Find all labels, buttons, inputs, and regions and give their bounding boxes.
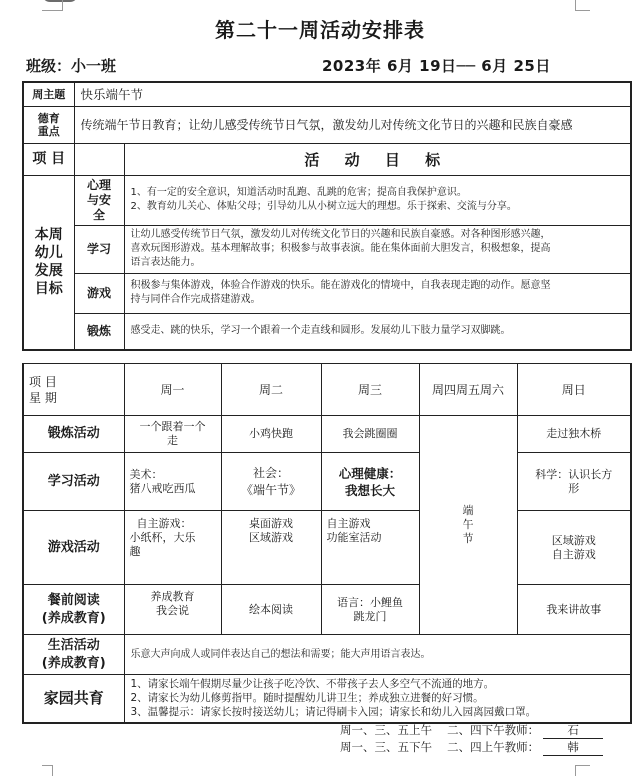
crop-mark-bottom-right	[575, 765, 590, 776]
goals-header-row	[23, 143, 631, 175]
row-label-game: 游戏活动	[23, 511, 124, 585]
schedule-corner-label: 项 目 星 期	[23, 364, 124, 416]
goal-text-psychology: 1、有一定的安全意识，知道活动时乱跑、乱跳的危害；提高自我保护意识。 2、教育幼儿关心、体贴父母；引导幼儿从小树立远大的理想。乐于探索、交流与分享。	[124, 175, 631, 225]
goal-label-exercise: 锻炼	[74, 313, 124, 350]
holiday-cell: 端 午 节	[419, 416, 517, 635]
date-range: 2023年 6月 19日── 6月 25日	[322, 57, 551, 75]
schedule-row-exercise	[23, 416, 631, 453]
theme-row	[23, 82, 631, 106]
page-title: 第二十一周活动安排表	[215, 18, 425, 42]
theme-label: 周主题	[23, 82, 74, 106]
cell-exercise-mon: 一个跟着一个 走	[124, 416, 221, 453]
row-label-home: 家园共育	[23, 675, 124, 723]
goals-group-label: 本周 幼儿 发展 目标	[23, 175, 74, 350]
schedule-header-row	[23, 364, 631, 416]
row-label-exercise: 锻炼活动	[23, 416, 124, 453]
goal-row-psychology	[23, 175, 631, 225]
cell-reading-tue: 绘本阅读	[221, 585, 321, 635]
row-label-life: 生活活动 (养成教育)	[23, 635, 124, 675]
goal-text-learning: 让幼儿感受传统节日气氛，激发幼儿对传统文化节日的兴趣和民族自豪感。对各种图形感兴趣， 喜欢玩图形游戏。基本理解故事；积极参与故事表演。能在集体面前大胆发言，积极想象，提高 语言表达能力。	[124, 225, 631, 273]
cell-learning-wed: 心理健康： 我想长大	[321, 453, 419, 511]
day-header-wed: 周三	[321, 364, 419, 416]
teacher-pm-name: 韩	[543, 739, 603, 756]
cell-learning-tue: 社会： 《端午节》	[221, 453, 321, 511]
goal-row-learning	[23, 225, 631, 273]
cell-learning-mon: 美术： 猪八戒吃西瓜	[124, 453, 221, 511]
cell-game-wed: 自主游戏 功能室活动	[321, 511, 419, 585]
teacher-pm-line: 周一、三、五下午 二、四上午教师： 韩	[340, 739, 603, 756]
crop-mark-bottom-left	[42, 765, 53, 776]
goal-label-psychology: 心理 与安 全	[74, 175, 124, 225]
row-label-learning: 学习活动	[23, 453, 124, 511]
theme-value: 快乐端午节	[74, 82, 631, 106]
goals-header: 活 动 目 标	[124, 143, 631, 175]
moral-row	[23, 106, 631, 143]
cell-exercise-wed: 我会跳圈圈	[321, 416, 419, 453]
cell-exercise-tue: 小鸡快跑	[221, 416, 321, 453]
cell-reading-mon: 养成教育 我会说	[124, 585, 221, 635]
crop-mark-top-left	[42, 0, 63, 11]
goal-label-game: 游戏	[74, 273, 124, 313]
schedule-row-learning	[23, 453, 631, 511]
goal-text-exercise: 感受走、跳的快乐，学习一个跟着一个走直线和圆形。发展幼儿下肢力量学习双脚跳。	[124, 313, 631, 350]
cell-game-tue: 桌面游戏 区域游戏	[221, 511, 321, 585]
teacher-am-line: 周一、三、五上午 二、四下午教师： 石	[340, 722, 603, 739]
day-header-tue: 周二	[221, 364, 321, 416]
schedule-row-reading	[23, 585, 631, 635]
cell-game-mon: 自主游戏： 小纸杯，大乐 趣	[124, 511, 221, 585]
goal-row-exercise	[23, 313, 631, 350]
schedule-row-home	[23, 675, 631, 723]
teacher-am-name: 石	[543, 722, 603, 739]
home-text: 1、请家长端午假期尽量少让孩子吃冷饮、不带孩子去人多空气不流通的地方。 2、请家长为幼儿修剪指甲。随时提醒幼儿讲卫生；养成独立进餐的好习惯。 3、温馨提示：请家长按时接送幼儿；请记得刷卡入园；请家长和幼儿入园离园戴口罩。	[124, 675, 631, 723]
goal-label-learning: 学习	[74, 225, 124, 273]
project-label: 项 目	[23, 143, 74, 175]
schedule-table	[22, 363, 632, 724]
cell-game-sun: 区域游戏 自主游戏	[517, 511, 631, 585]
day-header-mon: 周一	[124, 364, 221, 416]
row-label-reading: 餐前阅读 (养成教育)	[23, 585, 124, 635]
life-text: 乐意大声向成人或同伴表达自己的想法和需要；能大声用语言表达。	[124, 635, 631, 675]
day-header-sun: 周日	[517, 364, 631, 416]
goals-table	[22, 81, 632, 351]
moral-label: 德育 重点	[23, 106, 74, 143]
goal-row-game	[23, 273, 631, 313]
schedule-row-game	[23, 511, 631, 585]
cell-learning-sun: 科学：认识长方 形	[517, 453, 631, 511]
moral-value: 传统端午节日教育；让幼儿感受传统节日气氛，激发幼儿对传统文化节日的兴趣和民族自豪感	[74, 106, 631, 143]
cell-reading-wed: 语言：小鲤鱼 跳龙门	[321, 585, 419, 635]
cell-reading-sun: 我来讲故事	[517, 585, 631, 635]
empty-cell	[74, 143, 124, 175]
cell-exercise-sun: 走过独木桥	[517, 416, 631, 453]
goal-text-game: 积极参与集体游戏，体验合作游戏的快乐。能在游戏化的情境中，自我表现走跑的动作。愿意坚 持与同伴合作完成搭建游戏。	[124, 273, 631, 313]
day-header-thu-sat: 周四周五周六	[419, 364, 517, 416]
class-label: 班级：小一班	[26, 57, 117, 75]
schedule-row-life	[23, 635, 631, 675]
crop-mark-top-right	[575, 0, 590, 11]
